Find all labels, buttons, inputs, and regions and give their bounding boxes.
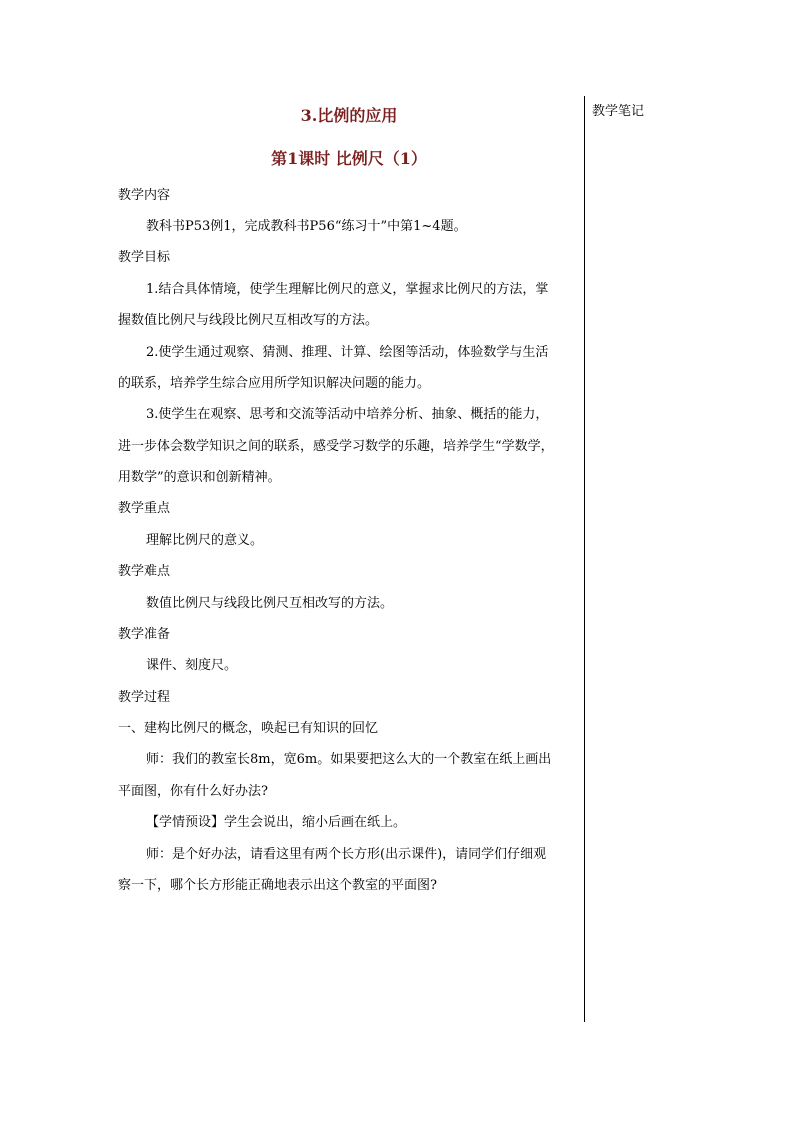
preset-text: 【学情预设】学生会说出，缩小后画在纸上。 (146, 815, 407, 830)
content-text: 教科书P53例1，完成教科书P56“练习十”中第1~4题。 (146, 219, 467, 234)
prep-heading: 教学准备 (118, 627, 171, 642)
goal-2-line-1: 2.使学生通过观察、猜测、推理、计算、绘图等活动，体验数学与生活 (146, 345, 549, 360)
goal-3-line-3: 用数学”的意识和创新精神。 (118, 470, 281, 485)
prep-text: 课件、刻度尺。 (146, 658, 238, 673)
lesson-subtitle: 第1课时 比例尺（1） (271, 149, 427, 168)
teacher-1-line-2: 平面图，你有什么好办法? (118, 784, 268, 799)
goal-1-line-2: 握数值比例尺与线段比例尺互相改写的方法。 (118, 313, 379, 328)
goal-3-line-2: 进一步体会数学知识之间的联系，感受学习数学的乐趣，培养学生“学数学， (118, 439, 554, 454)
content-heading: 教学内容 (118, 188, 171, 203)
process-heading: 教学过程 (118, 690, 171, 705)
difficulty-heading: 教学难点 (118, 564, 171, 579)
process-step-1: 一、建构比例尺的概念，唤起已有知识的回忆 (118, 721, 379, 736)
goal-3-line-1: 3.使学生在观察、思考和交流等活动中培养分析、抽象、概括的能力， (146, 407, 549, 422)
goal-1-line-1: 1.结合具体情境，使学生理解比例尺的意义，掌握求比例尺的方法，掌 (146, 282, 549, 297)
teacher-1-line-1: 师：我们的教室长8m，宽6m。如果要把这么大的一个教室在纸上画出 (146, 752, 552, 767)
key-heading: 教学重点 (118, 501, 171, 516)
key-text: 理解比例尺的意义。 (146, 533, 264, 548)
notes-label: 教学笔记 (592, 104, 645, 119)
lesson-title: 3.比例的应用 (300, 106, 398, 125)
goals-heading: 教学目标 (118, 250, 171, 265)
column-divider (584, 96, 585, 1022)
difficulty-text: 数值比例尺与线段比例尺互相改写的方法。 (146, 596, 394, 611)
teacher-2-line-1: 师：是个好办法，请看这里有两个长方形(出示课件)，请同学们仔细观 (146, 847, 547, 862)
teacher-2-line-2: 察一下，哪个长方形能正确地表示出这个教室的平面图? (118, 878, 437, 893)
goal-2-line-2: 的联系，培养学生综合应用所学知识解决问题的能力。 (118, 376, 431, 391)
